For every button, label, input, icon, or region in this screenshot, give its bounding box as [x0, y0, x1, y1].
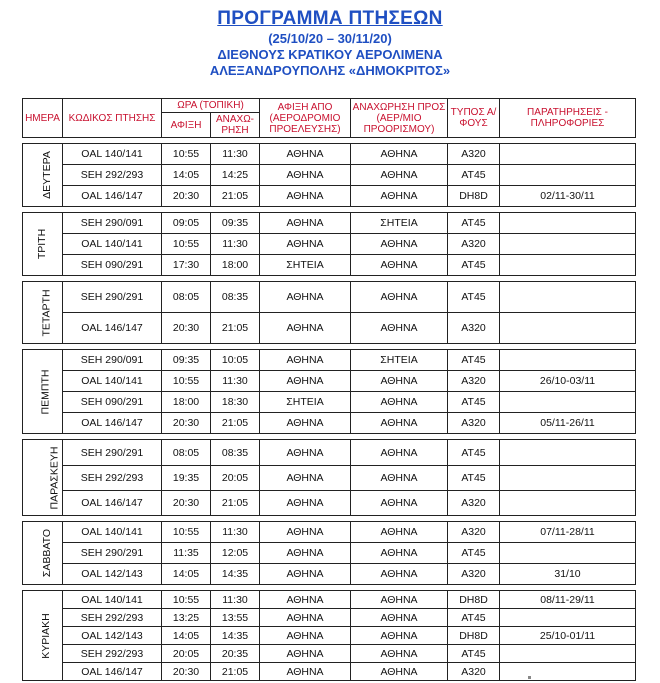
departure-to-cell: ΑΘΗΝΑ [351, 627, 448, 645]
departure-time-cell: 18:30 [211, 392, 260, 413]
flight-code-cell: SEH 292/293 [63, 609, 162, 627]
arrival-from-cell: ΣΗΤΕΙΑ [260, 392, 351, 413]
departure-to-cell: ΣΗΤΕΙΑ [351, 350, 448, 371]
arrival-from-cell: ΑΘΗΝΑ [260, 350, 351, 371]
arrival-from-cell: ΑΘΗΝΑ [260, 466, 351, 491]
arrival-time-cell: 10:55 [162, 371, 211, 392]
arrival-time-cell: 10:55 [162, 591, 211, 609]
page-title: ΠΡΟΓΡΑΜΜΑ ΠΤΗΣΕΩΝ [217, 8, 443, 29]
arrival-from-cell: ΑΘΗΝΑ [260, 440, 351, 466]
arrival-time-cell: 20:30 [162, 313, 211, 344]
aircraft-type-cell: AT45 [448, 609, 500, 627]
arrival-from-cell: ΑΘΗΝΑ [260, 371, 351, 392]
aircraft-type-cell: AT45 [448, 213, 500, 234]
aircraft-type-cell: AT45 [448, 543, 500, 564]
departure-time-cell: 21:05 [211, 186, 260, 207]
note-cell [500, 213, 636, 234]
departure-to-cell: ΑΘΗΝΑ [351, 440, 448, 466]
day-label [23, 350, 63, 434]
flight-code-cell: OAL 142/143 [63, 627, 162, 645]
aircraft-type-cell: AT45 [448, 282, 500, 313]
arrival-from-cell: ΑΘΗΝΑ [260, 627, 351, 645]
departure-time-cell: 10:05 [211, 350, 260, 371]
day-name: ΠΕΜΠΤΗ [39, 369, 52, 414]
departure-to-cell: ΑΘΗΝΑ [351, 392, 448, 413]
table-row [23, 392, 636, 413]
note-cell [500, 282, 636, 313]
departure-time-cell: 14:25 [211, 165, 260, 186]
note-cell [500, 350, 636, 371]
flight-code-cell: SEH 292/293 [63, 466, 162, 491]
flight-code-cell: OAL 146/147 [63, 413, 162, 434]
airport-name-line1: ΔΙΕΘΝΟΥΣ ΚΡΑΤΙΚΟΥ ΑΕΡΟΛΙΜΕΝΑ [217, 47, 443, 62]
arrival-time-cell: 20:30 [162, 186, 211, 207]
flight-code-cell: SEH 290/091 [63, 213, 162, 234]
day-label [23, 282, 63, 344]
aircraft-type-cell: A320 [448, 564, 500, 585]
flight-code-cell: OAL 146/147 [63, 186, 162, 207]
departure-time-cell: 11:30 [211, 144, 260, 165]
departure-time-cell: 11:30 [211, 371, 260, 392]
table-row [23, 491, 636, 516]
arrival-from-cell: ΑΘΗΝΑ [260, 663, 351, 681]
arrival-time-cell: 17:30 [162, 255, 211, 276]
arrival-time-cell: 10:55 [162, 234, 211, 255]
departure-to-cell: ΑΘΗΝΑ [351, 313, 448, 344]
table-row [23, 144, 636, 165]
arrival-from-cell: ΑΘΗΝΑ [260, 491, 351, 516]
day-label [23, 591, 63, 681]
arrival-from-cell: ΣΗΤΕΙΑ [260, 255, 351, 276]
departure-to-cell: ΑΘΗΝΑ [351, 591, 448, 609]
col-header-day: ΗΜΕΡΑ [23, 99, 63, 138]
flight-code-cell: SEH 290/291 [63, 440, 162, 466]
aircraft-type-cell: AT45 [448, 165, 500, 186]
aircraft-type-cell: A320 [448, 234, 500, 255]
aircraft-type-cell: A320 [448, 313, 500, 344]
aircraft-type-cell: AT45 [448, 466, 500, 491]
col-header-arrival-time: ΑΦΙΞΗ [162, 113, 211, 138]
arrival-time-cell: 08:05 [162, 440, 211, 466]
arrival-time-cell: 20:30 [162, 413, 211, 434]
note-cell [500, 645, 636, 663]
table-row [23, 213, 636, 234]
departure-time-cell: 08:35 [211, 282, 260, 313]
arrival-time-cell: 14:05 [162, 165, 211, 186]
departure-to-cell: ΑΘΗΝΑ [351, 165, 448, 186]
arrival-from-cell: ΑΘΗΝΑ [260, 413, 351, 434]
departure-to-cell: ΑΘΗΝΑ [351, 282, 448, 313]
arrival-from-cell: ΑΘΗΝΑ [260, 165, 351, 186]
aircraft-type-cell: AT45 [448, 440, 500, 466]
table-row [23, 350, 636, 371]
note-cell: 08/11-29/11 [500, 591, 636, 609]
departure-to-cell: ΑΘΗΝΑ [351, 543, 448, 564]
note-cell [500, 255, 636, 276]
col-header-notes: ΠΑΡΑΤΗΡΗΣΕΙΣ - ΠΛΗΡΟΦΟΡΙΕΣ [500, 99, 636, 138]
flight-code-cell: SEH 290/291 [63, 543, 162, 564]
aircraft-type-cell: DH8D [448, 591, 500, 609]
day-label [23, 440, 63, 516]
arrival-time-cell: 13:25 [162, 609, 211, 627]
departure-time-cell: 21:05 [211, 413, 260, 434]
departure-to-cell: ΑΘΗΝΑ [351, 491, 448, 516]
airport-name-line2: ΑΛΕΞΑΝΔΡΟΥΠΟΛΗΣ «ΔΗΜΟΚΡΙΤΟΣ» [209, 63, 451, 78]
note-cell [500, 392, 636, 413]
flight-code-cell: OAL 140/141 [63, 234, 162, 255]
departure-to-cell: ΑΘΗΝΑ [351, 663, 448, 681]
departure-to-cell: ΑΘΗΝΑ [351, 413, 448, 434]
aircraft-type-cell: AT45 [448, 350, 500, 371]
day-name: ΤΡΙΤΗ [36, 228, 49, 260]
aircraft-type-cell: AT45 [448, 392, 500, 413]
note-cell: 05/11-26/11 [500, 413, 636, 434]
note-cell [500, 466, 636, 491]
table-row [23, 186, 636, 207]
day-name: ΤΕΤΑΡΤΗ [40, 288, 53, 337]
departure-to-cell: ΑΘΗΝΑ [351, 645, 448, 663]
arrival-from-cell: ΑΘΗΝΑ [260, 522, 351, 543]
arrival-time-cell: 08:05 [162, 282, 211, 313]
departure-time-cell: 09:35 [211, 213, 260, 234]
table-row [23, 543, 636, 564]
aircraft-type-cell: A320 [448, 413, 500, 434]
departure-time-cell: 21:05 [211, 491, 260, 516]
arrival-from-cell: ΑΘΗΝΑ [260, 609, 351, 627]
arrival-time-cell: 10:55 [162, 522, 211, 543]
note-cell: 02/11-30/11 [500, 186, 636, 207]
arrival-from-cell: ΑΘΗΝΑ [260, 313, 351, 344]
flight-code-cell: SEH 292/293 [63, 645, 162, 663]
departure-time-cell: 20:05 [211, 466, 260, 491]
flight-code-cell: SEH 090/291 [63, 255, 162, 276]
aircraft-type-cell: A320 [448, 663, 500, 681]
departure-time-cell: 18:00 [211, 255, 260, 276]
aircraft-type-cell: AT45 [448, 255, 500, 276]
col-header-aircraft-type: ΤΥΠΟΣ Α/ΦΟΥΣ [448, 99, 500, 138]
note-cell: 25/10-01/11 [500, 627, 636, 645]
arrival-time-cell: 09:35 [162, 350, 211, 371]
table-row [23, 627, 636, 645]
flight-code-cell: SEH 290/291 [63, 282, 162, 313]
table-row [23, 440, 636, 466]
flight-code-cell: OAL 146/147 [63, 663, 162, 681]
table-row [23, 413, 636, 434]
col-header-flight-code: ΚΩΔΙΚΟΣ ΠΤΗΣΗΣ [63, 99, 162, 138]
col-header-departure-to: ΑΝΑΧΩΡΗΣΗ ΠΡΟΣ (ΑΕΡ/ΜΙΟ ΠΡΟΟΡΙΣΜΟΥ) [351, 99, 448, 138]
flight-schedule-table [22, 98, 636, 681]
departure-to-cell: ΑΘΗΝΑ [351, 564, 448, 585]
departure-time-cell: 13:55 [211, 609, 260, 627]
departure-time-cell: 20:35 [211, 645, 260, 663]
table-row [23, 591, 636, 609]
schedule-period: (25/10/20 – 30/11/20) [268, 31, 392, 46]
note-cell [500, 663, 636, 681]
flight-code-cell: OAL 142/143 [63, 564, 162, 585]
aircraft-type-cell: A320 [448, 522, 500, 543]
arrival-time-cell: 14:05 [162, 627, 211, 645]
flight-code-cell: OAL 146/147 [63, 313, 162, 344]
note-cell [500, 543, 636, 564]
col-header-arrival-from: ΑΦΙΞΗ ΑΠΟ (ΑΕΡΟΔΡΟΜΙΟ ΠΡΟΕΛΕΥΣΗΣ) [260, 99, 351, 138]
departure-to-cell: ΑΘΗΝΑ [351, 255, 448, 276]
departure-time-cell: 11:30 [211, 591, 260, 609]
table-row [23, 663, 636, 681]
note-cell [500, 491, 636, 516]
flight-code-cell: OAL 140/141 [63, 144, 162, 165]
aircraft-type-cell: A320 [448, 371, 500, 392]
note-cell [500, 313, 636, 344]
table-header [23, 99, 636, 138]
flight-code-cell: OAL 140/141 [63, 371, 162, 392]
departure-to-cell: ΑΘΗΝΑ [351, 144, 448, 165]
departure-to-cell: ΣΗΤΕΙΑ [351, 213, 448, 234]
arrival-time-cell: 19:35 [162, 466, 211, 491]
departure-to-cell: ΑΘΗΝΑ [351, 234, 448, 255]
note-cell [500, 144, 636, 165]
flight-code-cell: SEH 292/293 [63, 165, 162, 186]
note-cell: 26/10-03/11 [500, 371, 636, 392]
aircraft-type-cell: AT45 [448, 645, 500, 663]
departure-time-cell: 08:35 [211, 440, 260, 466]
day-name: ΚΥΡΙΑΚΗ [39, 612, 52, 659]
flight-code-cell: OAL 140/141 [63, 522, 162, 543]
departure-time-cell: 14:35 [211, 564, 260, 585]
day-name: ΔΕΥΤΕΡΑ [40, 151, 53, 199]
arrival-time-cell: 20:05 [162, 645, 211, 663]
table-row [23, 564, 636, 585]
table-row [23, 371, 636, 392]
table-row [23, 522, 636, 543]
arrival-from-cell: ΑΘΗΝΑ [260, 564, 351, 585]
arrival-from-cell: ΑΘΗΝΑ [260, 234, 351, 255]
flight-code-cell: OAL 140/141 [63, 591, 162, 609]
departure-to-cell: ΑΘΗΝΑ [351, 609, 448, 627]
flight-code-cell: SEH 290/091 [63, 350, 162, 371]
col-header-local-time: ΩΡΑ (ΤΟΠΙΚΗ) [162, 99, 260, 113]
departure-to-cell: ΑΘΗΝΑ [351, 186, 448, 207]
flight-code-cell: SEH 090/291 [63, 392, 162, 413]
departure-to-cell: ΑΘΗΝΑ [351, 466, 448, 491]
departure-time-cell: 11:30 [211, 234, 260, 255]
departure-to-cell: ΑΘΗΝΑ [351, 522, 448, 543]
arrival-from-cell: ΑΘΗΝΑ [260, 186, 351, 207]
aircraft-type-cell: A320 [448, 144, 500, 165]
arrival-time-cell: 14:05 [162, 564, 211, 585]
arrival-time-cell: 10:55 [162, 144, 211, 165]
arrival-from-cell: ΑΘΗΝΑ [260, 282, 351, 313]
day-label [23, 144, 63, 207]
scan-mark [528, 676, 531, 679]
day-name: ΣΑΒΒΑΤΟ [41, 528, 54, 578]
departure-time-cell: 21:05 [211, 663, 260, 681]
table-row [23, 282, 636, 313]
aircraft-type-cell: DH8D [448, 186, 500, 207]
departure-time-cell: 14:35 [211, 627, 260, 645]
note-cell [500, 440, 636, 466]
table-row [23, 313, 636, 344]
note-cell [500, 234, 636, 255]
departure-time-cell: 12:05 [211, 543, 260, 564]
day-name: ΠΑΡΑΣΚΕΥΗ [48, 446, 61, 509]
aircraft-type-cell: DH8D [448, 627, 500, 645]
arrival-time-cell: 20:30 [162, 491, 211, 516]
arrival-from-cell: ΑΘΗΝΑ [260, 213, 351, 234]
table-row [23, 234, 636, 255]
day-label [23, 213, 63, 276]
table-row [23, 255, 636, 276]
table-row [23, 466, 636, 491]
departure-time-cell: 21:05 [211, 313, 260, 344]
arrival-time-cell: 09:05 [162, 213, 211, 234]
arrival-time-cell: 20:30 [162, 663, 211, 681]
note-cell: 31/10 [500, 564, 636, 585]
note-cell [500, 609, 636, 627]
departure-to-cell: ΑΘΗΝΑ [351, 371, 448, 392]
arrival-from-cell: ΑΘΗΝΑ [260, 543, 351, 564]
table-row [23, 609, 636, 627]
note-cell: 07/11-28/11 [500, 522, 636, 543]
day-label [23, 522, 63, 585]
col-header-departure-time: ΑΝΑΧΩ-ΡΗΣΗ [211, 113, 260, 138]
arrival-time-cell: 18:00 [162, 392, 211, 413]
arrival-time-cell: 11:35 [162, 543, 211, 564]
table-row [23, 645, 636, 663]
table-body [23, 138, 636, 681]
arrival-from-cell: ΑΘΗΝΑ [260, 591, 351, 609]
flight-code-cell: OAL 146/147 [63, 491, 162, 516]
departure-time-cell: 11:30 [211, 522, 260, 543]
table-row [23, 165, 636, 186]
arrival-from-cell: ΑΘΗΝΑ [260, 645, 351, 663]
note-cell [500, 165, 636, 186]
aircraft-type-cell: A320 [448, 491, 500, 516]
arrival-from-cell: ΑΘΗΝΑ [260, 144, 351, 165]
